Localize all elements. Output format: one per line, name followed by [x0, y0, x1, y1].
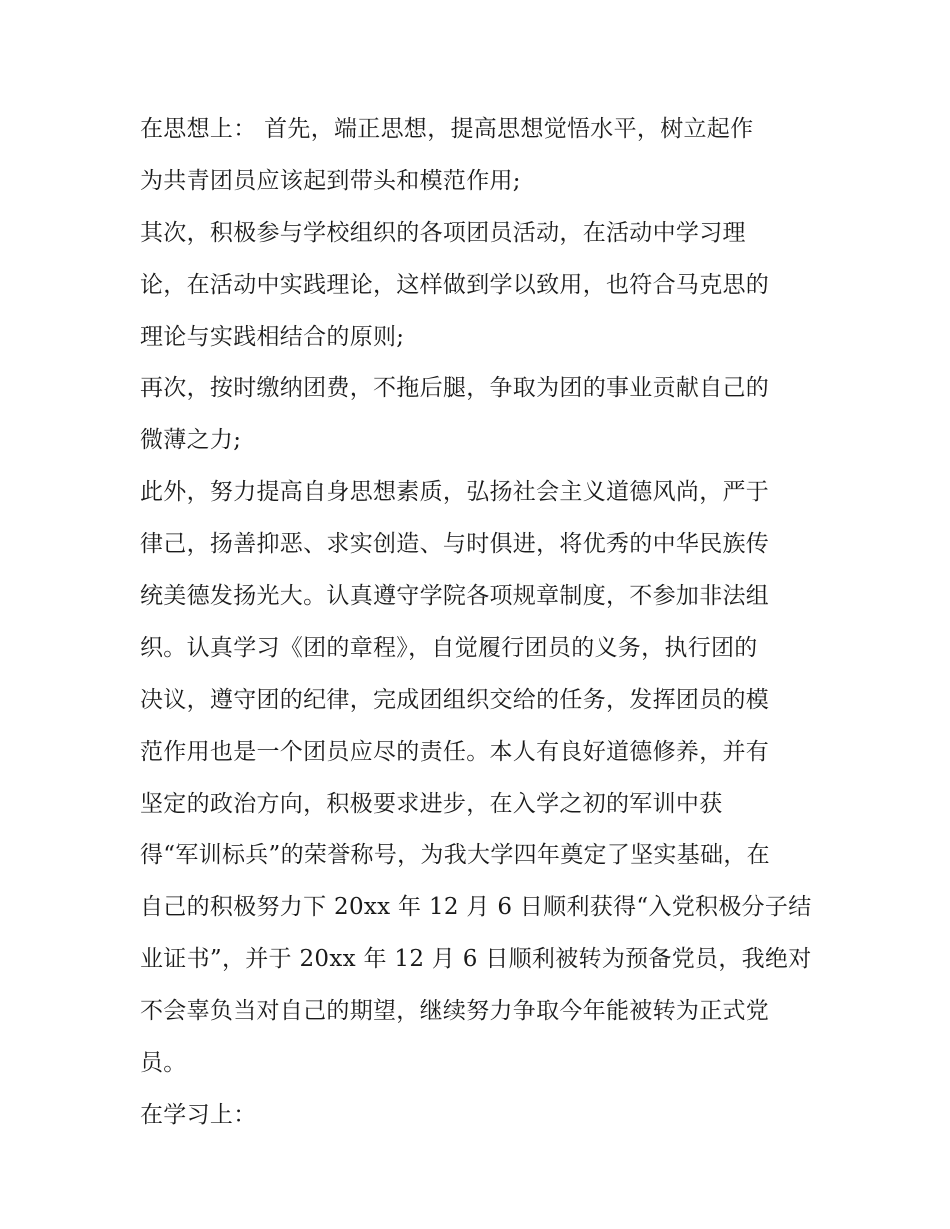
text-line: 员。 [140, 1050, 187, 1077]
text-line: 为共青团员应该起到带头和模范作用; [140, 167, 521, 194]
text-line: 微薄之力; [140, 427, 242, 454]
text-line: 再次，按时缴纳团费，不拖后腿，争取为团的事业贡献自己的 [140, 375, 770, 402]
text-line: 律己，扬善抑恶、求实创造、与时俱进，将优秀的中华民族传 [140, 531, 770, 558]
text-line: 范作用也是一个团员应尽的责任。本人有良好道德修养，并有 [140, 738, 770, 765]
section-heading: 在学习上： [140, 1101, 257, 1128]
text-line: 论，在活动中实践理论，这样做到学以致用，也符合马克思的 [140, 271, 770, 298]
text-line: 此外，努力提高自身思想素质，弘扬社会主义道德风尚，严于 [140, 479, 770, 506]
document-body [140, 104, 820, 1142]
text-line: 决议，遵守团的纪律，完成团组织交给的任务，发挥团员的模 [140, 686, 770, 713]
text-line: 其次，积极参与学校组织的各项团员活动，在活动中学习理 [140, 219, 746, 246]
text-line: 统美德发扬光大。认真遵守学院各项规章制度，不参加非法组 [140, 583, 770, 610]
text-line: 得“军训标兵”的荣誉称号，为我大学四年奠定了坚实基础，在 [140, 842, 770, 869]
text-line: 业证书”，并于 20xx 年 12 月 6 日顺利被转为预备党员，我绝对 [140, 946, 812, 973]
text-line: 坚定的政治方向，积极要求进步，在入学之初的军训中获 [140, 790, 723, 817]
text-line: 自己的积极努力下 20xx 年 12 月 6 日顺利获得“入党积极分子结 [140, 894, 812, 921]
text-line: 织。认真学习《团的章程》，自觉履行团员的义务，执行团的 [140, 634, 758, 661]
text-line: 在思想上： 首先，端正思想，提高思想觉悟水平，树立起作 [140, 116, 754, 142]
text-line: 不会辜负当对自己的期望，继续努力争取今年能被转为正式党 [140, 998, 770, 1025]
text-line: 理论与实践相结合的原则; [140, 323, 405, 350]
